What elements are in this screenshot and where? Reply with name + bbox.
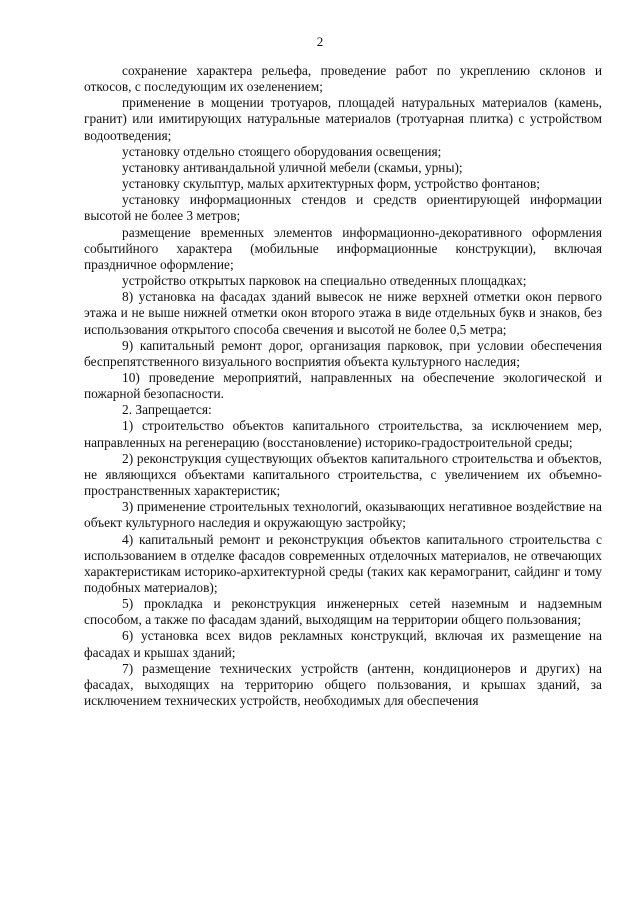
page-number: 2 [316,34,324,49]
paragraph: размещение временных элементов информационно-декоративного оформления событийного характера (мобильные информационные конструкции), включая праздничное оформление; [84,224,602,272]
paragraph: 3) применение строительных технологий, оказывающих негативное воздействие на объект культурного наследия и окружающую застройку; [84,499,602,531]
paragraph: 2) реконструкция существующих объектов капитального строительства и объектов, не являющихся объектами капитального строительства, с увеличением их объемно-пространственных характеристик; [84,450,602,499]
paragraph: 1) строительство объектов капитального строительства, за исключением мер, направленных на регенерацию (восстановление) историко-градостроительной среды; [84,418,602,450]
paragraph: применение в мощении тротуаров, площадей натуральных материалов (камень, гранит) или имитирующих натуральные материалов (тротуарная плитка) с устройством водоотведения; [84,95,602,143]
paragraph: 6) установка всех видов рекламных конструкций, включая их размещение на фасадах и крышах зданий; [84,628,602,660]
paragraph: устройство открытых парковок на специально отведенных площадках; [122,273,527,289]
paragraph: 7) размещение технических устройств (антенн, кондиционеров и других) на фасадах, выходящих на территорию общего пользования, и крышах зданий, за исключением технических устройств, необходимых для обеспечения [84,660,602,709]
paragraph: 5) прокладка и реконструкция инженерных сетей наземным и надземным способом, а также по фасадам зданий, выходящим на территории общего пользования; [84,596,602,628]
document-body [84,63,602,709]
paragraph: установку информационных стендов и средств ориентирующей информации высотой не более 3 метров; [84,192,602,224]
paragraph: 9) капитальный ремонт дорог, организация парковок, при условии обеспечения беспрепятственного визуального восприятия объекта культурного наследия; [84,337,602,369]
paragraph: установку антивандальной уличной мебели (скамьи, урны); [122,159,463,175]
section-heading: 2. Запрещается: [122,402,212,418]
paragraph: установку отдельно стоящего оборудования освещения; [122,143,442,159]
paragraph: сохранение характера рельефа, проведение работ по укреплению склонов и откосов, с последующим их озеленением; [84,63,602,95]
paragraph: 8) установка на фасадах зданий вывесок не ниже верхней отметки окон первого этажа и не выше нижней отметки окон второго этажа в виде отдельных букв и знаков, без использования открытого способа свечения и высотой не более 0,5 метра; [84,289,602,337]
paragraph: 10) проведение мероприятий, направленных на обеспечение экологической и пожарной безопасности. [84,369,602,402]
paragraph: установку скульптур, малых архитектурных форм, устройство фонтанов; [122,176,540,192]
paragraph: 4) капитальный ремонт и реконструкция объектов капитального строительства с использованием в отделке фасадов современных отделочных материалов, не отвечающих характеристикам историко-архитектурной среды (таких как керамогранит, сайдинг и тому подобных материалов); [84,531,602,595]
